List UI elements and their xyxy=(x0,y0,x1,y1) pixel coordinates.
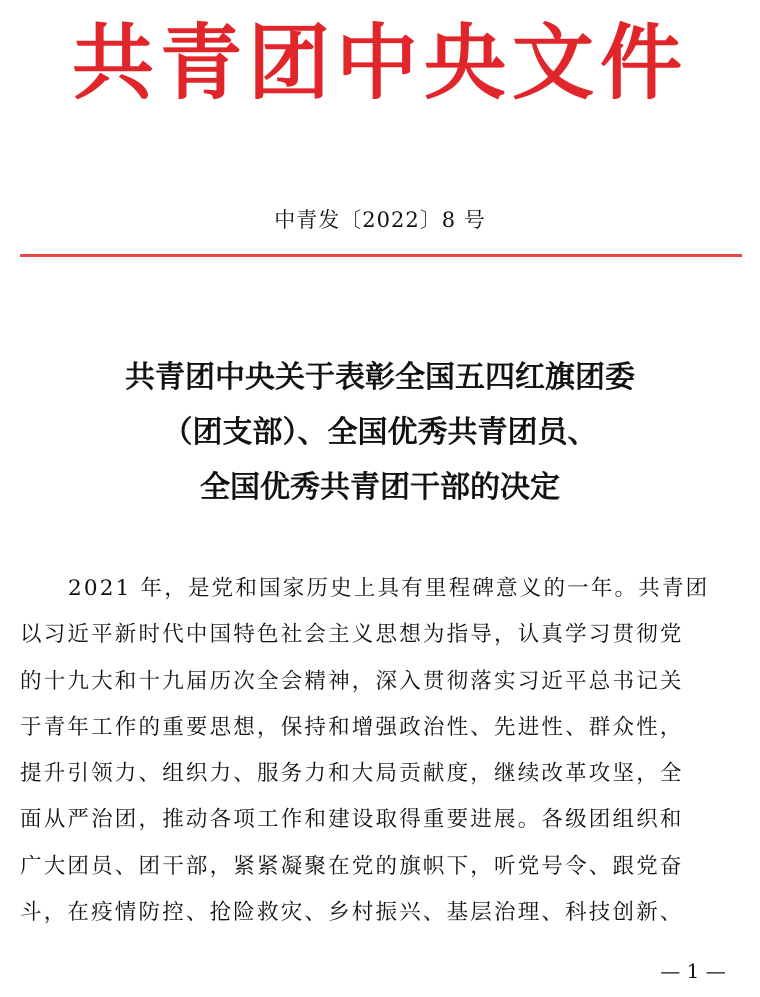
body-line: 以习近平新时代中国特色社会主义思想为指导，认真学习贯彻党 xyxy=(20,622,684,648)
body-paragraph xyxy=(20,566,740,936)
body-line: 于青年工作的重要思想，保持和增强政治性、先进性、群众性， xyxy=(20,714,684,740)
body-line: 提升引领力、组织力、服务力和大局贡献度，继续改革攻坚，全 xyxy=(20,761,684,787)
body-line: 的十九大和十九届历次全会精神，深入贯彻落实习近平总书记关 xyxy=(20,668,684,694)
document-masthead: 共青团中央文件 xyxy=(71,15,688,111)
document-number: 中青发〔2022〕8 号 xyxy=(274,208,486,232)
body-line: 2021 年，是党和国家历史上具有里程碑意义的一年。共青团 xyxy=(68,576,710,601)
title-line: （团支部）、全国优秀共青团员、 xyxy=(162,415,598,450)
red-divider-line xyxy=(20,254,742,257)
body-line: 面从严治团，推动各项工作和建设取得重要进展。各级团组织和 xyxy=(20,807,684,833)
page-number: — 1 — xyxy=(660,959,726,983)
body-line: 广大团员、团干部，紧紧凝聚在党的旗帜下，听党号令、跟党奋 xyxy=(20,853,684,879)
document-title xyxy=(0,350,760,515)
title-line: 共青团中央关于表彰全国五四红旗团委 xyxy=(125,360,635,395)
title-line: 全国优秀共青团干部的决定 xyxy=(200,470,560,505)
body-line: 斗，在疫情防控、抢险救灾、乡村振兴、基层治理、科技创新、 xyxy=(20,900,684,926)
